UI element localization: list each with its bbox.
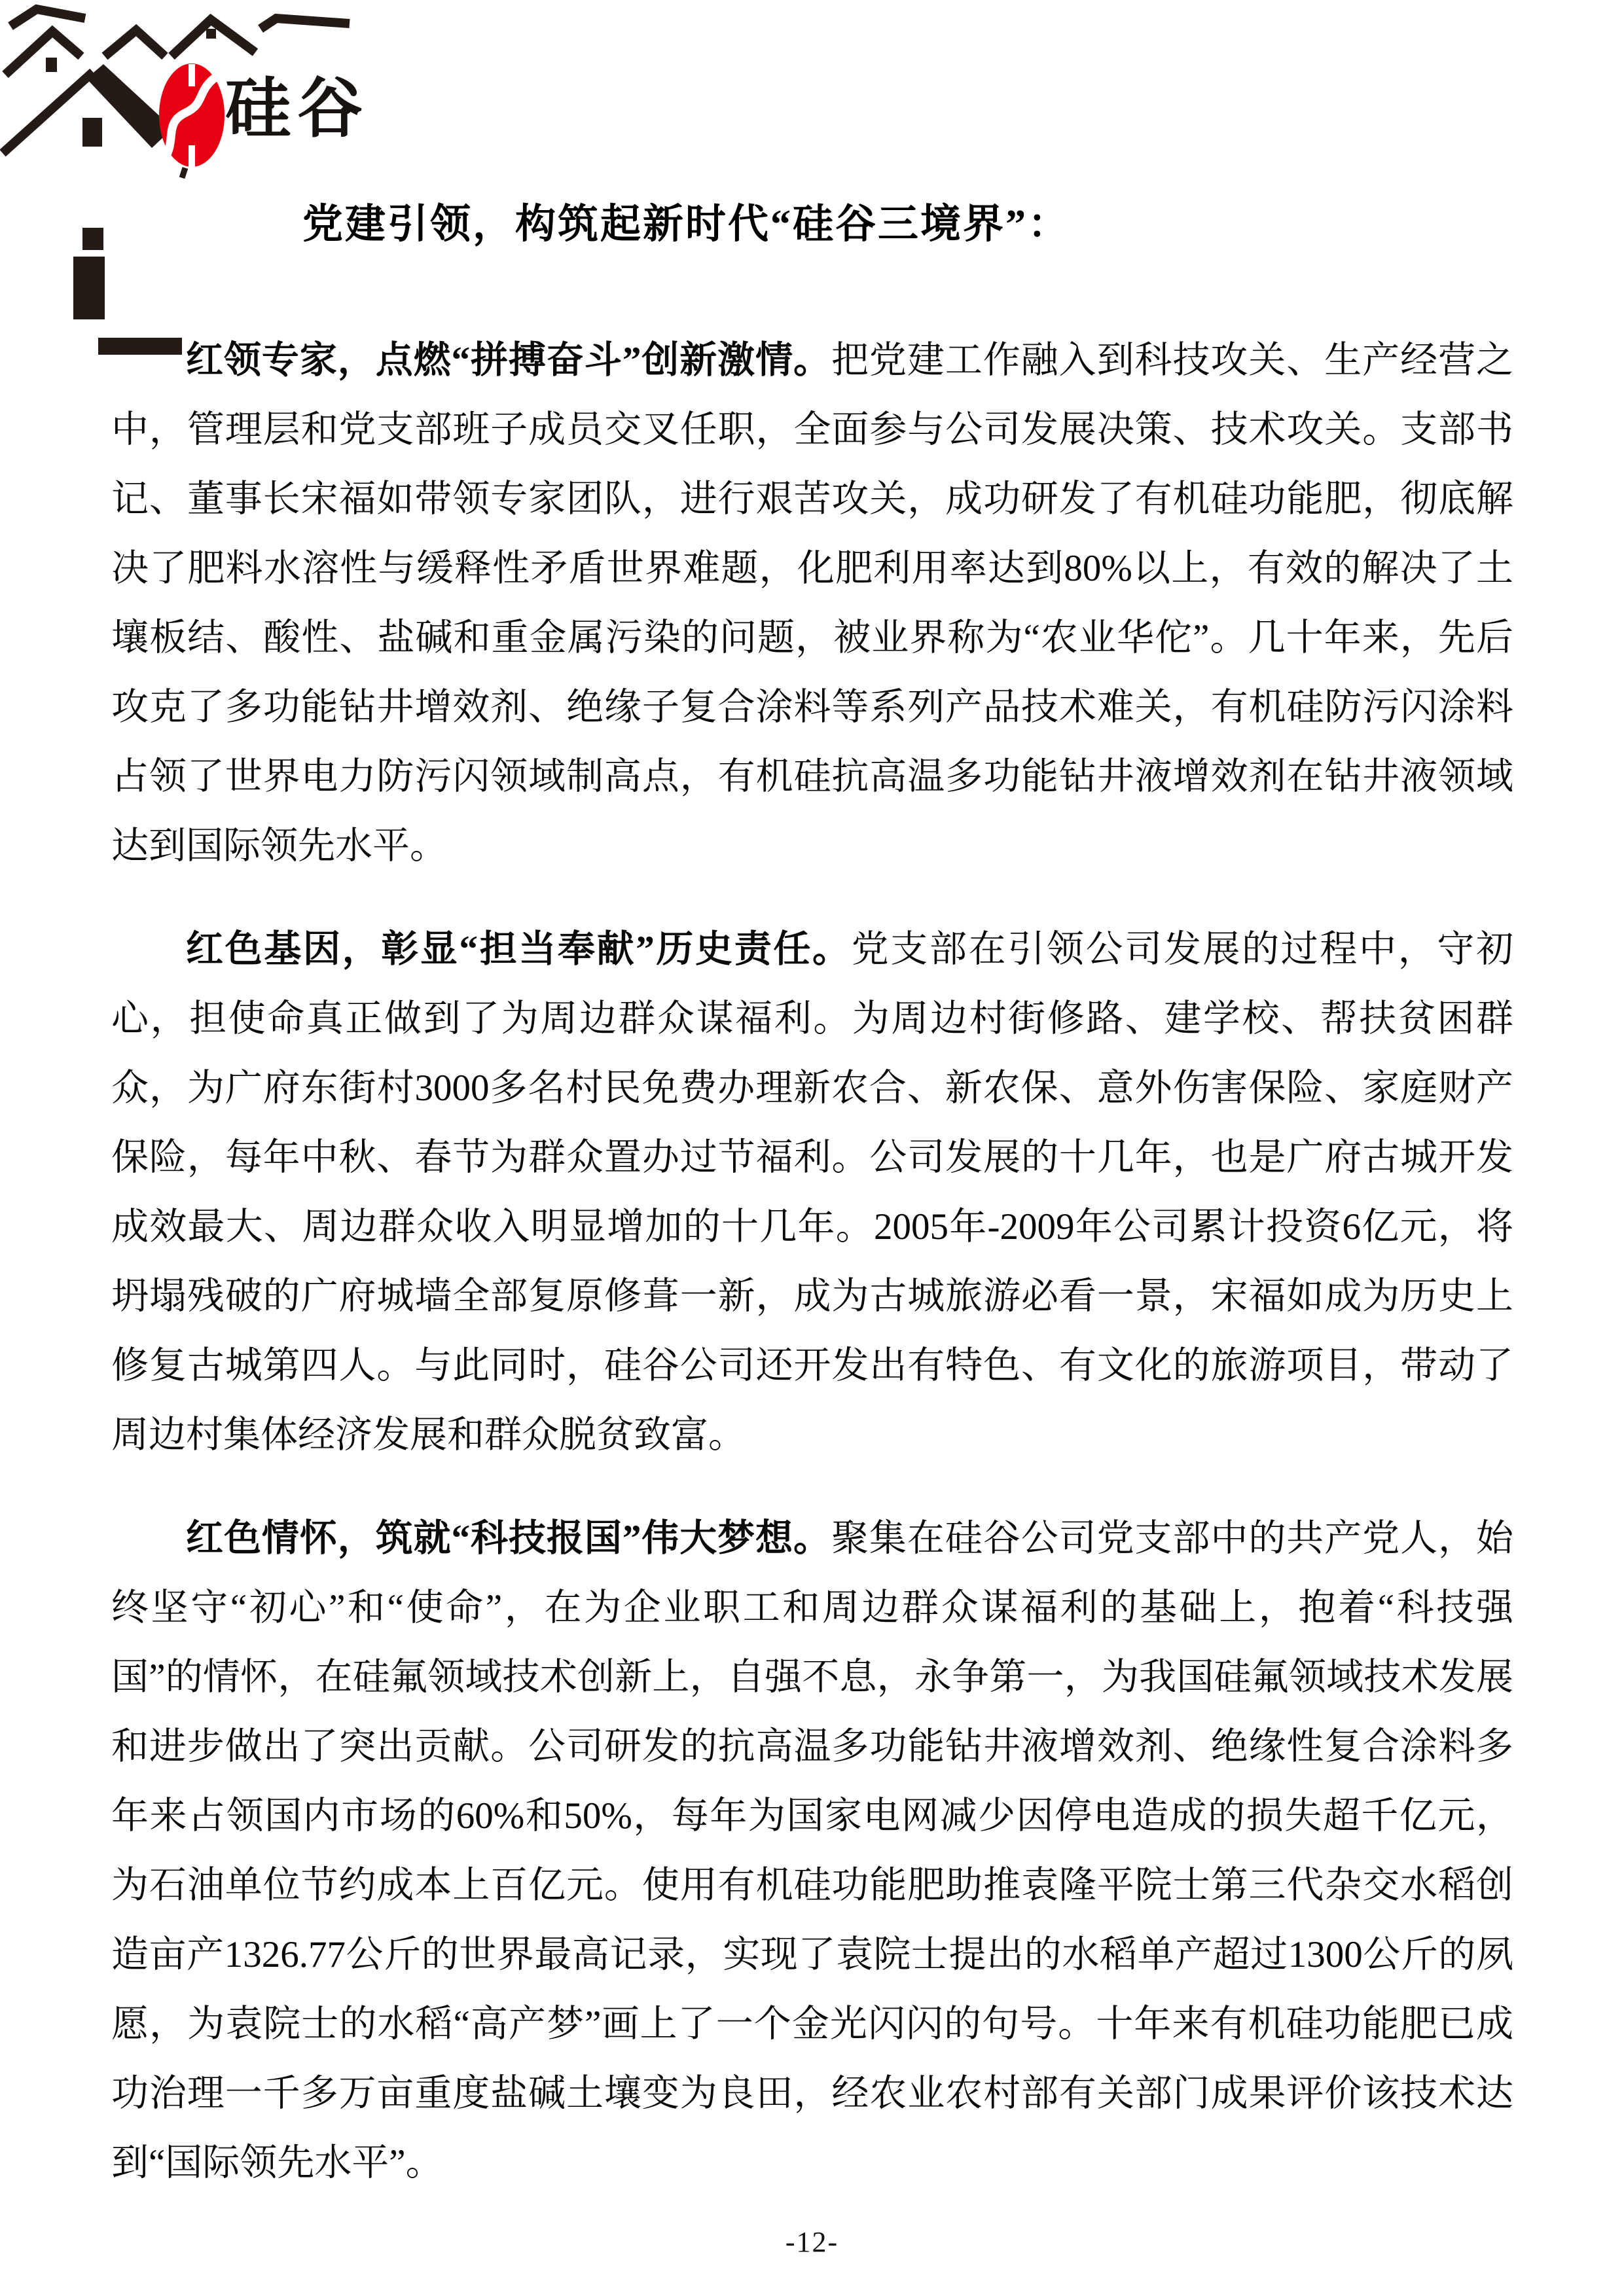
paragraph-2-text: 党支部在引领公司发展的过程中，守初心，担使命真正做到了为周边群众谋福利。为周边村街修路、建学校、帮扶贫困群众，为广府东街村3000多名村民免费办理新农合、新农保、意外伤害保险、家庭财产保险，每年中秋、春节为群众置办过节福利。公司发展的十几年，也是广府古城开发成效最大、周边群众收入明显增加的十几年。2005年-2009年公司累计投资6亿元，将坍塌残破的广府城墙全部复原修葺一新，成为古城旅游必看一景，宋福如成为历史上修复古城第四人。与此同时，硅谷公司还开发出有特色、有文化的旅游项目，带动了周边村集体经济发展和群众脱贫致富。 [111, 929, 1514, 1456]
paragraph-3 [111, 1504, 1513, 2198]
paragraph-2-lead: 红色基因，彰显“担当奉献”历史责任。 [186, 929, 852, 970]
document-body [111, 326, 1513, 2232]
paragraph-3-text: 聚集在硅谷公司党支部中的共产党人，始终坚守“初心”和“使命”，在为企业职工和周边群众谋福利的基础上，抱着“科技强国”的情怀，在硅氟领域技术创新上，自强不息，永争第一，为我国硅氟领域技术发展和进步做出了突出贡献。公司研发的抗高温多功能钻井液增效剂、绝缘性复合涂料多年来占领国内市场的60%和50%，每年为国家电网减少因停电造成的损失超千亿元，为石油单位节约成本上百亿元。使用有机硅功能肥助推袁隆平院士第三代杂交水稻创造亩产1326.77公斤的世界最高记录，实现了袁院士提出的水稻单产超过1300公斤的夙愿，为袁院士的水稻“高产梦”画上了一个金光闪闪的句号。十年来有机硅功能肥已成功治理一千多万亩重度盐碱土壤变为良田，经农业农村部有关部门成果评价该技术达到“国际领先水平”。 [111, 1518, 1514, 2183]
paragraph-3-lead: 红色情怀，筑就“科技报国”伟大梦想。 [186, 1518, 831, 1559]
paragraph-1 [111, 326, 1513, 881]
page-number: -12- [785, 2226, 839, 2258]
logo-brand-text: 硅谷 [225, 72, 369, 145]
paragraph-1-text: 把党建工作融入到科技攻关、生产经营之中，管理层和党支部班子成员交叉任职，全面参与公司发展决策、技术攻关。支部书记、董事长宋福如带领专家团队，进行艰苦攻关，成功研发了有机硅功能肥，彻底解决了肥料水溶性与缓释性矛盾世界难题，化肥利用率达到80%以上，有效的解决了土壤板结、酸性、盐碱和重金属污染的问题，被业界称为“农业华佗”。几十年来，先后攻克了多功能钻井增效剂、绝缘子复合涂料等系列产品技术难关，有机硅防污闪涂料占领了世界电力防污闪领域制高点，有机硅抗高温多功能钻井液增效剂在钻井液领域达到国际领先水平。 [111, 340, 1514, 867]
company-logo-graphic [0, 0, 367, 367]
page-title: 党建引领，构筑起新时代“硅谷三境界”： [302, 202, 1071, 247]
paragraph-1-lead: 红领专家，点燃“拼搏奋斗”创新激情。 [186, 340, 831, 381]
paragraph-2 [111, 915, 1513, 1470]
red-emblem-icon [159, 63, 225, 168]
